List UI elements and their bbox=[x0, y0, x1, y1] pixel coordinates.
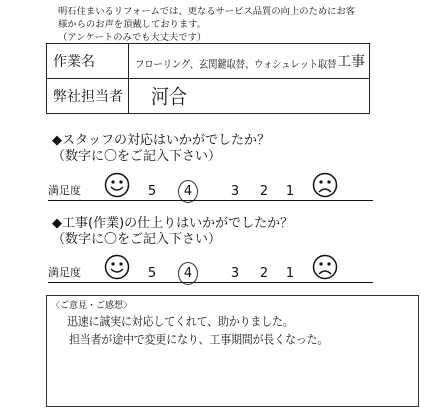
rating-scale-2 bbox=[48, 252, 373, 286]
rating-2-option-5[interactable]: 5 bbox=[147, 266, 157, 281]
rating-2-label: 満足度 bbox=[48, 266, 81, 279]
comment-line-2: 担当者が途中で変更になり、工事期間が長くなった。 bbox=[69, 332, 329, 347]
comment-line-1: 迅速に誠実に対応してくれて、助かりました。 bbox=[67, 314, 294, 329]
work-value: フローリング、玄関鍵取替、ウォシュレット取替 bbox=[135, 58, 337, 71]
question-2-text: ◆工事(作業)の仕上りはいかがでしたか？ bbox=[52, 216, 294, 231]
comment-box[interactable] bbox=[46, 295, 419, 407]
question-1-instruction: （数字に〇をご記入下さい） bbox=[52, 149, 222, 164]
rating-1-label: 満足度 bbox=[48, 184, 81, 197]
question-2 bbox=[52, 216, 293, 248]
rating-1-underline bbox=[48, 200, 373, 201]
smiley-sad-icon bbox=[312, 172, 338, 198]
info-table bbox=[46, 43, 370, 114]
rating-scale-1 bbox=[48, 170, 373, 204]
staff-row bbox=[47, 79, 370, 114]
rating-1-option-5[interactable]: 5 bbox=[147, 184, 157, 199]
question-1 bbox=[52, 133, 270, 165]
work-row bbox=[47, 44, 370, 79]
staff-value: 河合 bbox=[151, 86, 187, 110]
staff-label: 弊社担当者 bbox=[47, 79, 129, 114]
intro-line: 明石住まいるリフォームでは、更なるサービス品質の向上のためにお客 bbox=[58, 6, 356, 17]
rating-2-option-4[interactable]: 4 bbox=[181, 266, 195, 281]
work-label: 作業名 bbox=[47, 44, 129, 79]
rating-2-underline bbox=[48, 282, 373, 283]
smiley-happy-icon bbox=[104, 172, 130, 198]
smiley-sad-icon bbox=[312, 254, 338, 280]
rating-2-option-1[interactable]: 1 bbox=[285, 266, 295, 281]
work-field[interactable] bbox=[129, 44, 370, 79]
question-1-text: ◆スタッフの対応はいかがでしたか？ bbox=[52, 133, 270, 148]
rating-1-option-3[interactable]: 3 bbox=[230, 184, 240, 199]
intro-line: （アンケートのみでも大丈夫です） bbox=[58, 32, 207, 43]
rating-2-option-3[interactable]: 3 bbox=[230, 266, 240, 281]
rating-1-option-1[interactable]: 1 bbox=[285, 184, 295, 199]
comment-title: 〈ご意見・ご感想〉 bbox=[51, 301, 133, 311]
intro-text bbox=[58, 5, 355, 44]
staff-field[interactable] bbox=[129, 79, 370, 114]
question-2-instruction: （数字に〇をご記入下さい） bbox=[52, 232, 222, 247]
rating-2-option-2[interactable]: 2 bbox=[259, 266, 269, 281]
intro-line: 様からのお声を頂戴しております。 bbox=[58, 19, 207, 30]
work-suffix: 工事 bbox=[337, 54, 365, 70]
rating-1-option-2[interactable]: 2 bbox=[259, 184, 269, 199]
rating-1-option-4[interactable]: 4 bbox=[181, 184, 195, 199]
smiley-happy-icon bbox=[104, 254, 130, 280]
